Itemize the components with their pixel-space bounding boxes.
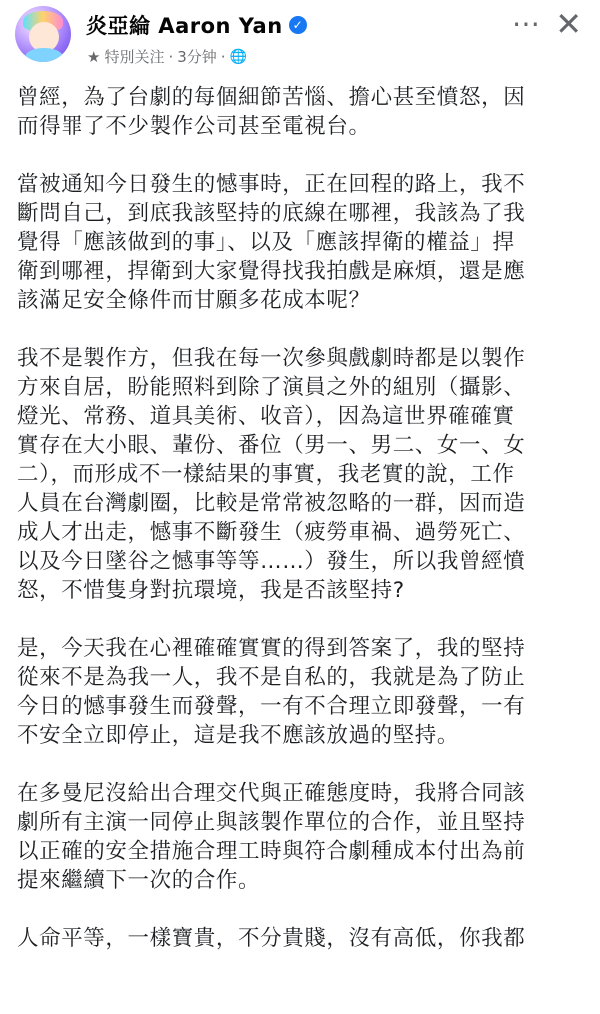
post-paragraph: 人命平等，一樣寶貴，不分貴賤，沒有高低，你我都 (17, 926, 526, 951)
globe-icon: 🌐 (229, 48, 248, 65)
avatar[interactable] (15, 6, 71, 62)
post-paragraph: 我不是製作方，但我在每一次參與戲劇時都是以製作 方來自居，盼能照料到除了演員之外的組別（攝影、 燈光、常務、道具美術、收音），因為這世界確確實 實存在大小眼、輩份、番位（男一、男二、女一、女 二），而形成不一樣結果的事實，我老實的說，工作 人員在台灣劇圈，比較是常常被忽略的一群，因而造 成人才出走，憾事不斷發生（疲勞車禍、過勞死亡、 以及今日墜谷之憾事等等……）發生，所以我曾經憤 怒，不惜隻身對抗環境，我是否該堅持? (17, 346, 526, 603)
post-paragraph: 曾經，為了台劇的每個細節苦惱、擔心甚至憤怒，因 而得罪了不少製作公司甚至電視台。 (17, 85, 526, 139)
post-paragraph: 在多曼尼沒給出合理交代與正確態度時，我將合同該 劇所有主演一同停止與該製作單位的合作，並且堅持 以正確的安全措施合理工時與符合劇種成本付出為前 提來繼續下一次的合作。 (17, 781, 526, 893)
author-name[interactable]: 炎亞綸 Aaron Yan (86, 14, 283, 38)
post-body (17, 83, 589, 982)
star-icon: ★ (87, 47, 101, 66)
more-options-icon[interactable]: ⋯ (512, 7, 542, 40)
close-icon[interactable]: ✕ (555, 5, 582, 43)
verified-badge-icon: ✓ (289, 16, 307, 34)
avatar-shirt (25, 48, 63, 62)
follow-status: 特別关注 (104, 48, 165, 66)
post-paragraph: 當被通知今日發生的憾事時，正在回程的路上，我不 斷問自己，到底我該堅持的底線在哪裡，我該為了我 覺得「應該做到的事」、以及「應該捍衛的權益」捍 衛到哪裡，捍衛到大家覺得找我拍戲是麻煩，還是應 該滿足安全條件而甘願多花成本呢？ (17, 172, 526, 313)
author-row (86, 10, 307, 40)
post-time[interactable]: 3分钟 (177, 48, 217, 66)
meta-separator: · (168, 47, 174, 66)
post-meta (87, 46, 247, 67)
meta-separator-2: · (220, 47, 226, 66)
post-header (0, 0, 600, 78)
post-paragraph: 是，今天我在心裡確確實實的得到答案了，我的堅持 從來不是為我一人，我不是自私的，我就是為了防止 今日的憾事發生而發聲，一有不合理立即發聲，一有 不安全立即停止，這是我不應該放過的堅持。 (17, 636, 526, 748)
